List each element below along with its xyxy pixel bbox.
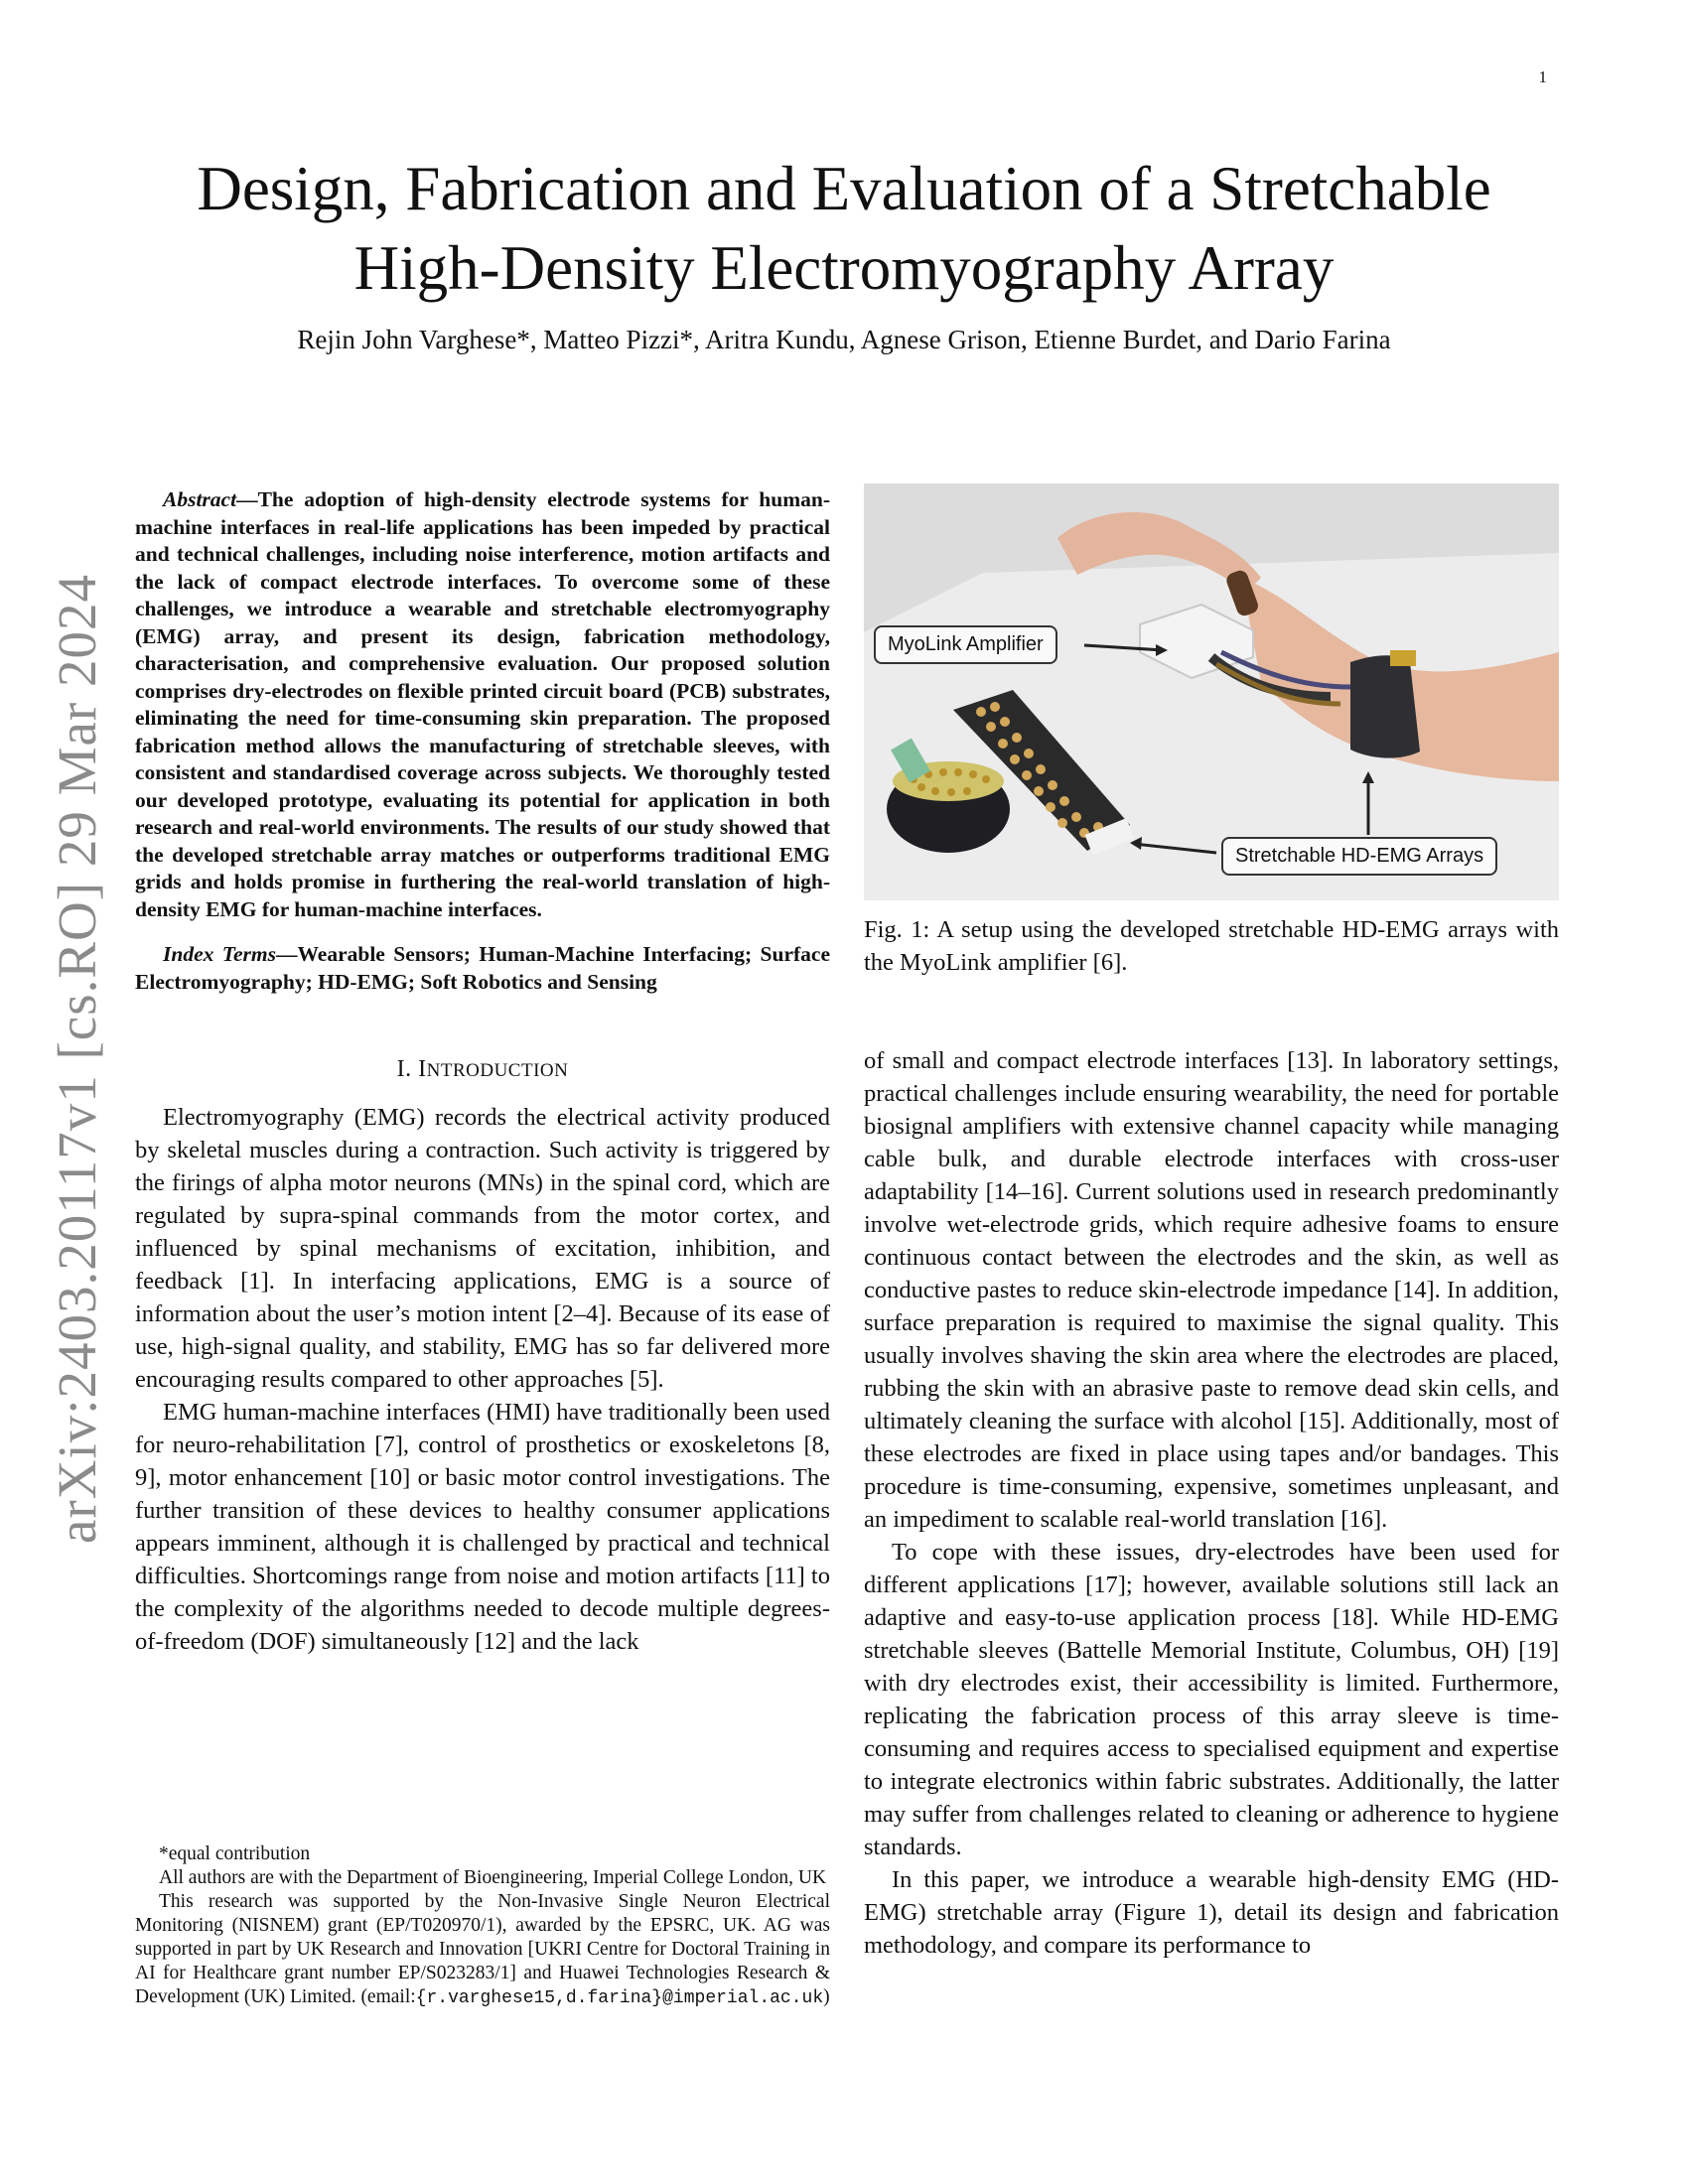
title-line-2: High-Density Electromyography Array <box>353 233 1335 303</box>
right-paragraph-3: In this paper, we introduce a wearable high-density EMG (HD-EMG) stretchable array (Figure 1), detail its design and fabrication methodology, and compare its performance to <box>864 1866 1559 1959</box>
sleeve-on-arm <box>1350 655 1420 757</box>
arxiv-stamp: arXiv:2403.20117v1 [cs.RO] 29 Mar 2024 <box>47 574 107 1544</box>
abstract <box>135 486 830 923</box>
index-terms <box>135 941 830 996</box>
page-number: 1 <box>1538 68 1547 86</box>
abstract-lead: Abstract <box>163 487 237 511</box>
right-paragraph-2: To cope with these issues, dry-electrodes have been used for different applications [17]; however, available solutions still lack an adaptive and easy-to-use application process [18]. While HD-EMG stretchable sleeves (Battelle Memorial Institute, Columbus, OH) [19] with dry electrodes exist, their accessibility is limited. Furthermore, replicating the fabrication process of this array sleeve is time-consuming and requires access to specialised equipment and expertise to integrate electronics within fabric substrates. Additionally, the latter may suffer from challenges related to cleaning or adherence to hygiene standards. <box>864 1539 1559 1860</box>
footnote-equal-contribution: *equal contribution <box>159 1843 311 1864</box>
title-line-1: Design, Fabrication and Evaluation of a Stretchable <box>197 154 1491 223</box>
footnote-affiliation: All authors are with the Department of Bioengineering, Imperial College London, UK <box>159 1867 827 1888</box>
figure-1-photo <box>864 483 1559 900</box>
section-heading-introduction <box>135 1053 830 1087</box>
footnotes <box>135 1843 830 2010</box>
paper-title <box>99 149 1589 308</box>
figure-1-caption: Fig. 1: A setup using the developed stretchable HD-EMG arrays with the MyoLink amplifier [6]. <box>864 916 1559 976</box>
index-terms-text: —Wearable Sensors; Human-Machine Interfacing; Surface Electromyography; HD-EMG; Soft Robotics and Sensing <box>135 942 830 994</box>
index-terms-lead: Index Terms <box>163 942 276 966</box>
footnote-email[interactable]: {r.varghese15,d.farina}@imperial.ac.uk <box>415 1988 824 2008</box>
footnote-funding-end: ) <box>823 1986 830 2007</box>
author-list: Rejin John Varghese*, Matteo Pizzi*, Aritra Kundu, Agnese Grison, Etienne Burdet, and Dario Farina <box>297 325 1391 354</box>
intro-paragraph-1: Electromyography (EMG) records the electrical activity produced by skeletal muscles during a contraction. Such activity is triggered by the firings of alpha motor neurons (MNs) in the spinal cord, which are regulated by supra-spinal commands from the motor cortex, and influenced by spinal mechanisms of excitation, inhibition, and feedback [1]. In interfacing applications, EMG is a source of information about the user’s motion intent [2–4]. Because of its ease of use, high-signal quality, and stability, EMG has so far delivered more encouraging results compared to other approaches [5]. <box>135 1104 830 1393</box>
section-numeral: I. <box>396 1056 419 1082</box>
abstract-text: —The adoption of high-density electrode systems for human-machine interfaces in real-life applications has been impeded by practical and technical challenges, including noise interference, motion artifacts and the lack of compact electrode interfaces. To overcome some of these challenges, we introduce a wearable and stretchable electromyography (EMG) array, and present its design, fabrication methodology, characterisation, and comprehensive evaluation. Our proposed solution comprises dry-electrodes on flexible printed circuit board (PCB) substrates, eliminating the need for time-consuming skin preparation. The proposed fabrication method allows the manufacturing of stretchable sleeves, with consistent and standardised coverage across subjects. We thoroughly tested our developed prototype, evaluating its potential for application in both research and real-world environments. The results of our study showed that the developed stretchable array matches or outperforms traditional EMG grids and holds promise in furthering the real-world translation of high-density EMG for human-machine interfaces. <box>135 487 830 921</box>
right-paragraph-1: of small and compact electrode interfaces [13]. In laboratory settings, practical challenges include ensuring wearability, the need for portable biosignal amplifiers with extensive channel capacity while managing cable bulk, and durable electrode interfaces with cross-user adaptability [14–16]. Current solutions used in research predominantly involve wet-electrode grids, which require adhesive foams to ensure continuous contact between the electrodes and the skin, as well as conductive pastes to reduce skin-electrode impedance [14]. In addition, surface preparation is required to maximise the signal quality. This usually involves shaving the skin area where the electrodes are placed, rubbing the skin with an abrasive paste to remove dead skin cells, and ultimately cleaning the surface with alcohol [15]. Additionally, most of these electrodes are fixed in place using tapes and/or bandages. This procedure is time-consuming, expensive, sometimes unpleasant, and an impediment to scalable real-world translation [16]. <box>864 1047 1559 1533</box>
section-rest: NTRODUCTION <box>426 1060 569 1081</box>
label-myolink-amplifier: MyoLink Amplifier <box>874 625 1057 664</box>
footnote-funding <box>135 1890 830 2010</box>
label-stretchable-arrays: Stretchable HD-EMG Arrays <box>1221 837 1497 876</box>
intro-paragraph-2: EMG human-machine interfaces (HMI) have traditionally been used for neuro-rehabilitation [7], control of prosthetics or exoskeletons [8, 9], motor enhancement [10] or basic motor control investigations. The further transition of these devices to healthy consumer applications appears imminent, although it is challenged by practical and technical difficulties. Shortcomings range from noise and motion artifacts [11] to the complexity of the algorithms needed to decode multiple degrees-of-freedom (DOF) simultaneously [12] and the lack <box>135 1399 830 1655</box>
right-column <box>864 1044 1559 1962</box>
footnote-funding-text: This research was supported by the Non-Invasive Single Neuron Electrical Monitoring (NISNEM) grant (EP/T020970/1), awarded by the EPSRC, UK. AG was supported in part by UK Research and Innovation [UKRI Centre for Doctoral Training in AI for Healthcare grant number EP/S023283/1] and Huawei Technologies Research & Development (UK) Limited. (email: <box>135 1891 830 2007</box>
section-first-letter: I <box>418 1056 427 1082</box>
left-column <box>135 486 830 1658</box>
